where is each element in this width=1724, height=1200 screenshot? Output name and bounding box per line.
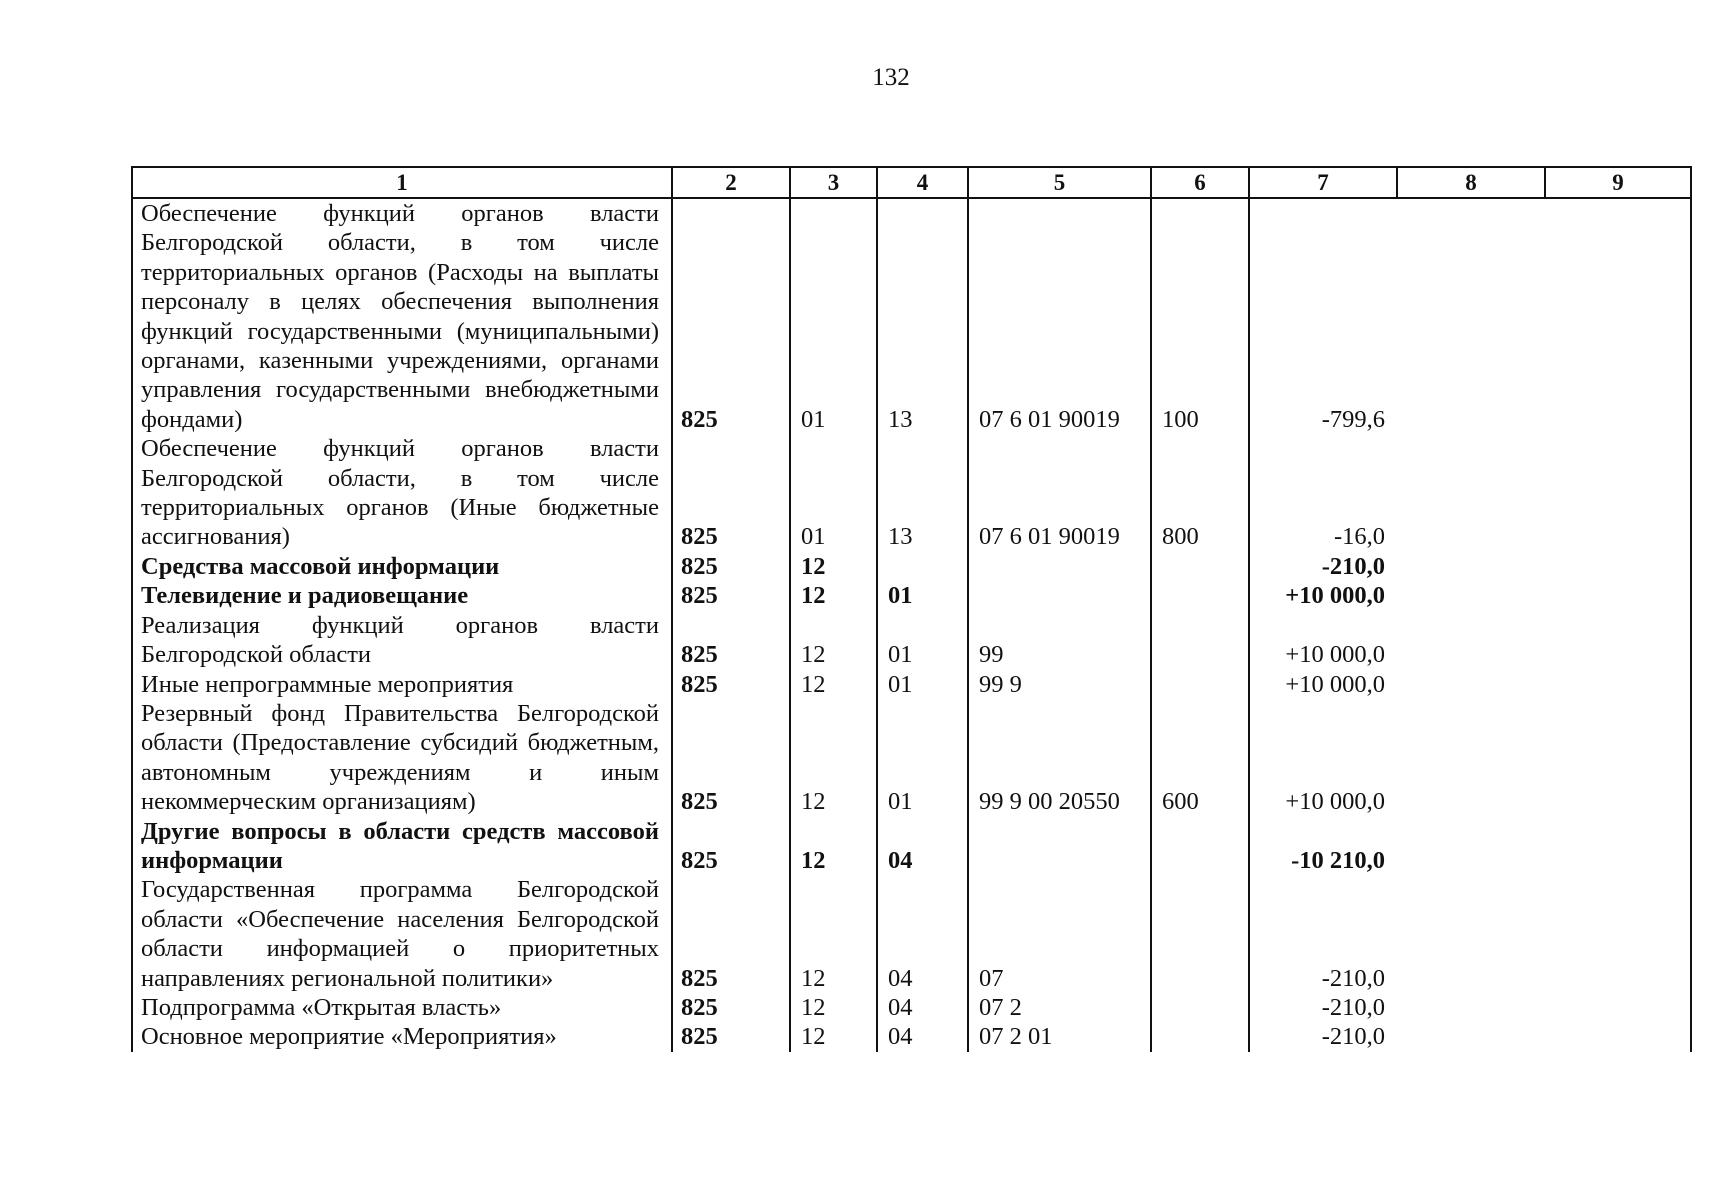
row-subsection: 04 (877, 1022, 968, 1051)
row-amount: -799,6 (1249, 198, 1397, 434)
header-col-7: 7 (1249, 167, 1397, 198)
row-expense-type: 100 (1151, 198, 1249, 434)
row-subsection: 01 (877, 670, 968, 699)
row-col-8 (1397, 611, 1545, 670)
row-name: Резервный фонд Правительства Белгородской области (Предоставление субсидий бюджетным, автономным учреждениям и иным некоммерческим организациям) (132, 699, 672, 817)
row-col-8 (1397, 434, 1545, 552)
row-amount: +10 000,0 (1249, 699, 1397, 817)
row-expense-type (1151, 817, 1249, 876)
row-target-code: 07 6 01 90019 (968, 434, 1151, 552)
table-row (132, 993, 1691, 1022)
row-admin-code: 825 (672, 611, 790, 670)
row-col-8 (1397, 198, 1545, 434)
row-admin-code: 825 (672, 581, 790, 610)
row-amount: +10 000,0 (1249, 581, 1397, 610)
row-col-8 (1397, 699, 1545, 817)
row-section: 12 (790, 699, 877, 817)
row-name: Другие вопросы в области средств массовой информации (132, 817, 672, 876)
row-admin-code: 825 (672, 434, 790, 552)
row-col-8 (1397, 993, 1545, 1022)
row-name: Обеспечение функций органов власти Белгородской области, в том числе территориальных органов (Расходы на выплаты персоналу в целях обеспечения выполнения функций государственными (муниципальными) органами, казенными учреждениями, органами управления государственными внебюджетными фондами) (132, 198, 672, 434)
row-col-9 (1545, 434, 1691, 552)
row-name: Иные непрограммные мероприятия (132, 670, 672, 699)
row-section: 12 (790, 817, 877, 876)
row-subsection (877, 552, 968, 581)
row-name: Телевидение и радиовещание (132, 581, 672, 610)
row-name: Основное мероприятие «Мероприятия» (132, 1022, 672, 1051)
header-col-9: 9 (1545, 167, 1691, 198)
row-col-9 (1545, 699, 1691, 817)
header-col-3: 3 (790, 167, 877, 198)
row-expense-type: 600 (1151, 699, 1249, 817)
row-name: Реализация функций органов власти Белгородской области (132, 611, 672, 670)
row-col-9 (1545, 875, 1691, 993)
header-row (132, 167, 1691, 198)
row-admin-code: 825 (672, 670, 790, 699)
budget-table (131, 166, 1692, 1052)
row-subsection: 01 (877, 611, 968, 670)
header-col-6: 6 (1151, 167, 1249, 198)
row-section: 01 (790, 434, 877, 552)
row-subsection: 01 (877, 699, 968, 817)
row-subsection: 04 (877, 875, 968, 993)
row-section: 12 (790, 1022, 877, 1051)
table-row (132, 1022, 1691, 1051)
row-target-code: 99 9 00 20550 (968, 699, 1151, 817)
row-target-code: 99 (968, 611, 1151, 670)
row-admin-code: 825 (672, 817, 790, 876)
row-target-code (968, 552, 1151, 581)
row-section: 12 (790, 611, 877, 670)
table-row (132, 670, 1691, 699)
row-amount: +10 000,0 (1249, 611, 1397, 670)
row-amount: -210,0 (1249, 552, 1397, 581)
table-row (132, 581, 1691, 610)
row-col-8 (1397, 670, 1545, 699)
header-col-5: 5 (968, 167, 1151, 198)
row-col-9 (1545, 198, 1691, 434)
row-expense-type (1151, 1022, 1249, 1051)
row-col-9 (1545, 552, 1691, 581)
table-row (132, 699, 1691, 817)
header-col-4: 4 (877, 167, 968, 198)
row-col-9 (1545, 993, 1691, 1022)
table-row (132, 611, 1691, 670)
row-col-9 (1545, 611, 1691, 670)
header-col-8: 8 (1397, 167, 1545, 198)
row-col-8 (1397, 817, 1545, 876)
row-section: 01 (790, 198, 877, 434)
row-subsection: 04 (877, 993, 968, 1022)
row-section: 12 (790, 993, 877, 1022)
row-col-8 (1397, 1022, 1545, 1051)
row-subsection: 13 (877, 198, 968, 434)
table-row (132, 875, 1691, 993)
row-amount: -210,0 (1249, 993, 1397, 1022)
row-section: 12 (790, 581, 877, 610)
row-target-code: 99 9 (968, 670, 1151, 699)
row-name: Государственная программа Белгородской области «Обеспечение населения Белгородской области информацией о приоритетных направлениях региональной политики» (132, 875, 672, 993)
row-name: Обеспечение функций органов власти Белгородской области, в том числе территориальных органов (Иные бюджетные ассигнования) (132, 434, 672, 552)
row-col-8 (1397, 552, 1545, 581)
table-row (132, 434, 1691, 552)
row-admin-code: 825 (672, 1022, 790, 1051)
header-col-1: 1 (132, 167, 672, 198)
row-subsection: 04 (877, 817, 968, 876)
row-name: Подпрограмма «Открытая власть» (132, 993, 672, 1022)
row-target-code: 07 6 01 90019 (968, 198, 1151, 434)
row-col-8 (1397, 875, 1545, 993)
row-admin-code: 825 (672, 198, 790, 434)
row-amount: -16,0 (1249, 434, 1397, 552)
row-target-code (968, 581, 1151, 610)
table-row (132, 817, 1691, 876)
table-row (132, 198, 1691, 434)
row-admin-code: 825 (672, 699, 790, 817)
row-section: 12 (790, 875, 877, 993)
row-col-9 (1545, 670, 1691, 699)
row-col-9 (1545, 817, 1691, 876)
row-target-code: 07 (968, 875, 1151, 993)
row-col-8 (1397, 581, 1545, 610)
row-amount: -10 210,0 (1249, 817, 1397, 876)
row-subsection: 13 (877, 434, 968, 552)
row-admin-code: 825 (672, 875, 790, 993)
row-target-code (968, 817, 1151, 876)
row-amount: -210,0 (1249, 1022, 1397, 1051)
row-target-code: 07 2 01 (968, 1022, 1151, 1051)
row-admin-code: 825 (672, 993, 790, 1022)
budget-table-wrapper (131, 166, 1692, 1052)
row-expense-type (1151, 670, 1249, 699)
row-expense-type (1151, 611, 1249, 670)
row-section: 12 (790, 552, 877, 581)
table-row (132, 552, 1691, 581)
row-col-9 (1545, 1022, 1691, 1051)
row-amount: +10 000,0 (1249, 670, 1397, 699)
row-expense-type: 800 (1151, 434, 1249, 552)
page-number: 132 (872, 64, 910, 91)
row-amount: -210,0 (1249, 875, 1397, 993)
header-col-2: 2 (672, 167, 790, 198)
row-expense-type (1151, 875, 1249, 993)
row-subsection: 01 (877, 581, 968, 610)
row-section: 12 (790, 670, 877, 699)
row-expense-type (1151, 581, 1249, 610)
row-name: Средства массовой информации (132, 552, 672, 581)
row-col-9 (1545, 581, 1691, 610)
row-expense-type (1151, 552, 1249, 581)
row-target-code: 07 2 (968, 993, 1151, 1022)
row-admin-code: 825 (672, 552, 790, 581)
row-expense-type (1151, 993, 1249, 1022)
